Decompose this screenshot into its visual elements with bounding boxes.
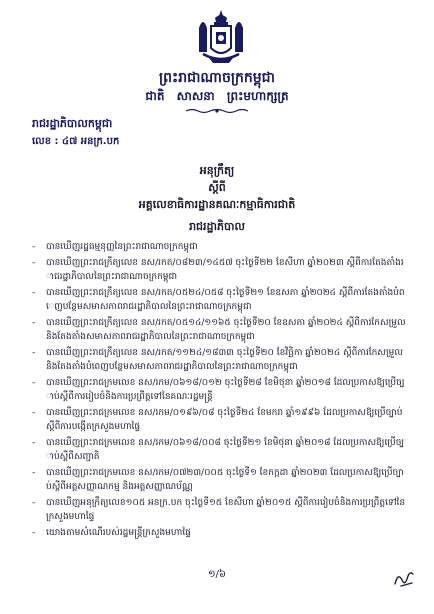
document-type: អនុក្រឹត្យ bbox=[199, 164, 235, 177]
preamble-clause: - បានឃើញព្រះរាជក្រឹត្យលេខ នស/រកត/០៥១៤/១១៦៥ ចុះថ្ងៃទី២០ ខែឧសភា ឆ្នាំ២០២៤ ស្ដីពីការកែសម្រួល និងតែងតាំងសមាសភាពរាជរដ្ឋាភិបាលនៃព្រះរាជាណាចក្រកម្ពុជា bbox=[32, 317, 406, 342]
clause-text: បានឃើញព្រះរាជក្រឹត្យលេខ នស/រកត/១១២៤/១៨៣៣ ចុះថ្ងៃទី២០ ខែវិច្ឆិកា ឆ្នាំ២០២៤ ស្ដីពីការកែសម្រួល និងតែងតាំងបំពេញបន្ថែមសមាសភាពរាជរដ្ឋាភិបាលនៃព្រះរាជាណាចក្រកម្ពុជា bbox=[46, 347, 403, 372]
clause-text: យោងតាមសំណើរបស់រដ្ឋមន្ត្រីក្រសួងមហាផ្ទៃ bbox=[46, 527, 191, 538]
preamble-clause: - យោងតាមសំណើរបស់រដ្ឋមន្ត្រីក្រសួងមហាផ្ទៃ bbox=[32, 527, 191, 538]
clause-text: បានឃើញព្រះរាជក្រឹត្យលេខ នស/រកត/០៥១៤/១១៦៥ ចុះថ្ងៃទី២០ ខែឧសភា ឆ្នាំ២០២៤ ស្ដីពីការកែសម្រួល និងតែងតាំងសមាសភាពរាជរដ្ឋាភិបាលនៃព្រះរាជាណាចក្រកម្ពុជា bbox=[46, 317, 406, 342]
kingdom-heading: ព្រះរាជាណាចក្រកម្ពុជា bbox=[158, 70, 275, 86]
document-number: លេខ : ៤៧ អនក្រ.បក bbox=[32, 136, 120, 147]
preamble-clause: - បានឃើញព្រះរាជក្រឹត្យលេខ នស/រកត/១១២៤/១៨៣៣ ចុះថ្ងៃទី២០ ខែវិច្ឆិកា ឆ្នាំ២០២៤ ស្ដីពីការកែសម្រួល និងតែងតាំងបំពេញបន្ថែមសមាសភាពរាជរដ្ឋាភិបាលនៃព្រះរាជាណាចក្រកម្ពុជា bbox=[32, 347, 403, 372]
document-about: ស្ដីពី bbox=[208, 181, 226, 194]
national-motto: ជាតិ សាសនា ព្រះមហាក្សត្រ bbox=[145, 89, 289, 103]
clause-text: បានឃើញព្រះរាជក្រមលេខ នស/រកម/០៦១៨/០១២ ចុះថ្ងៃទី២៨ ខែមិថុនា ឆ្នាំ២០១៨ ដែលប្រកាសឱ្យប្រើច្បាប់ស្ដីពីការរៀបចំនិងការប្រព្រឹត្តទៅនៃគណៈរដ្ឋមន្ត្រី bbox=[46, 377, 405, 402]
clause-text: បានឃើញព្រះរាជក្រឹត្យលេខ នស/រកត/០៥២៤/០៥៨ ចុះថ្ងៃទី២១ ខែឧសភា ឆ្នាំ២០២៤ ស្ដីពីការតែងតាំងបំពេញបន្ថែមសមាសភាពរាជរដ្ឋាភិបាលនៃព្រះរាជាណាចក្រកម្ពុជា bbox=[46, 287, 405, 312]
clause-text: បានឃើញរដ្ឋធម្មនុញ្ញនៃព្រះរាជាណាចក្រកម្ពុជា bbox=[46, 242, 198, 252]
preamble-clause: - បានឃើញព្រះរាជក្រមលេខ នស/រកម/០៧២៣/០០៥ ចុះថ្ងៃទី១ ខែកក្កដា ឆ្នាំ២០២៣ ដែលប្រកាសឱ្យប្រើច្បាប់ស្ដីពីអត្តសញ្ញាណកម្ម និងអត្តសញ្ញាណប័ណ្ណ bbox=[32, 467, 404, 492]
preamble-clause: - បានឃើញរដ្ឋធម្មនុញ្ញនៃព្រះរាជាណាចក្រកម្ពុជា bbox=[32, 242, 198, 252]
clause-text: បានឃើញព្រះរាជក្រមលេខ នស/រកម/០១៩៦/០៨ ចុះថ្ងៃទី២៤ ខែមករា ឆ្នាំ១៩៩៦ ដែលប្រកាសឱ្យប្រើច្បាប់ស្ដីពីការបង្កើតក្រសួងមហាផ្ទៃ bbox=[46, 407, 403, 432]
page-number: ១/៦ bbox=[207, 569, 227, 580]
preamble-clauses bbox=[30, 240, 406, 541]
issuer-heading: រាជរដ្ឋាភិបាល bbox=[189, 220, 245, 233]
preamble-clause: - បានឃើញព្រះរាជក្រឹត្យលេខ នស/រកត/០៥២៤/០៥៨ ចុះថ្ងៃទី២១ ខែឧសភា ឆ្នាំ២០២៤ ស្ដីពីការតែងតាំងបំពេញបន្ថែមសមាសភាពរាជរដ្ឋាភិបាលនៃព្រះរាជាណាចក្រកម្ពុជា bbox=[32, 287, 405, 312]
ornament-divider-icon bbox=[184, 108, 250, 114]
preamble-clause: - បានឃើញអនុក្រឹត្យលេខ១០៥ អនក្រ.បក ចុះថ្ងៃទី១៥ ខែសីហា ឆ្នាំ២០១៥ ស្ដីពីការរៀបចំនិងការប្រព្រឹត្តទៅនៃក្រសួងមហាផ្ទៃ bbox=[32, 497, 406, 522]
document-subject: អគ្គលេខាធិការដ្ឋានគណៈកម្មាធិការជាតិ bbox=[138, 198, 296, 211]
clause-text: បានឃើញព្រះរាជក្រមលេខ នស/រកម/០៧២៣/០០៥ ចុះថ្ងៃទី១ ខែកក្កដា ឆ្នាំ២០២៣ ដែលប្រកាសឱ្យប្រើច្បាប់ស្ដីពីអត្តសញ្ញាណកម្ម និងអត្តសញ្ញាណប័ណ្ណ bbox=[46, 467, 404, 492]
clause-text: បានឃើញព្រះរាជក្រមលេខ នស/រកម/០៦១៨/០០៨ ចុះថ្ងៃទី២១ ខែមិថុនា ឆ្នាំ២០១៨ ដែលប្រកាសឱ្យប្រើច្បាប់ស្ដីពីសញ្ជាតិ bbox=[46, 437, 405, 462]
preamble-clause: - បានឃើញព្រះរាជក្រឹត្យលេខ នស/រកត/០៨២៣/១៤៥៧ ចុះថ្ងៃទី២២ ខែសីហា ឆ្នាំ២០២៣ ស្ដីពីការតែងតាំងរាជរដ្ឋាភិបាលនៃព្រះរាជាណាចក្រកម្ពុជា bbox=[32, 257, 404, 282]
handwritten-initial-icon bbox=[392, 568, 416, 590]
clause-text: បានឃើញព្រះរាជក្រឹត្យលេខ នស/រកត/០៨២៣/១៤៥៧ ចុះថ្ងៃទី២២ ខែសីហា ឆ្នាំ២០២៣ ស្ដីពីការតែងតាំងរាជរដ្ឋាភិបាលនៃព្រះរាជាណាចក្រកម្ពុជា bbox=[46, 257, 404, 282]
preamble-clause: - បានឃើញព្រះរាជក្រមលេខ នស/រកម/០១៩៦/០៨ ចុះថ្ងៃទី២៤ ខែមករា ឆ្នាំ១៩៩៦ ដែលប្រកាសឱ្យប្រើច្បាប់ស្ដីពីការបង្កើតក្រសួងមហាផ្ទៃ bbox=[32, 407, 403, 432]
clause-text: បានឃើញអនុក្រឹត្យលេខ១០៥ អនក្រ.បក ចុះថ្ងៃទី១៥ ខែសីហា ឆ្នាំ២០១៥ ស្ដីពីការរៀបចំនិងការប្រព្រឹត្តទៅនៃក្រសួងមហាផ្ទៃ bbox=[46, 497, 406, 522]
preamble-clause: - បានឃើញព្រះរាជក្រមលេខ នស/រកម/០៦១៨/០០៨ ចុះថ្ងៃទី២១ ខែមិថុនា ឆ្នាំ២០១៨ ដែលប្រកាសឱ្យប្រើច្បាប់ស្ដីពីសញ្ជាតិ bbox=[32, 437, 405, 462]
preamble-clause: - បានឃើញព្រះរាជក្រមលេខ នស/រកម/០៦១៨/០១២ ចុះថ្ងៃទី២៨ ខែមិថុនា ឆ្នាំ២០១៨ ដែលប្រកាសឱ្យប្រើច្បាប់ស្ដីពីការរៀបចំនិងការប្រព្រឹត្តទៅនៃគណៈរដ្ឋមន្ត្រី bbox=[32, 377, 405, 402]
issuing-body: រាជរដ្ឋាភិបាលកម្ពុជា bbox=[32, 117, 113, 130]
royal-emblem-icon bbox=[193, 8, 249, 66]
